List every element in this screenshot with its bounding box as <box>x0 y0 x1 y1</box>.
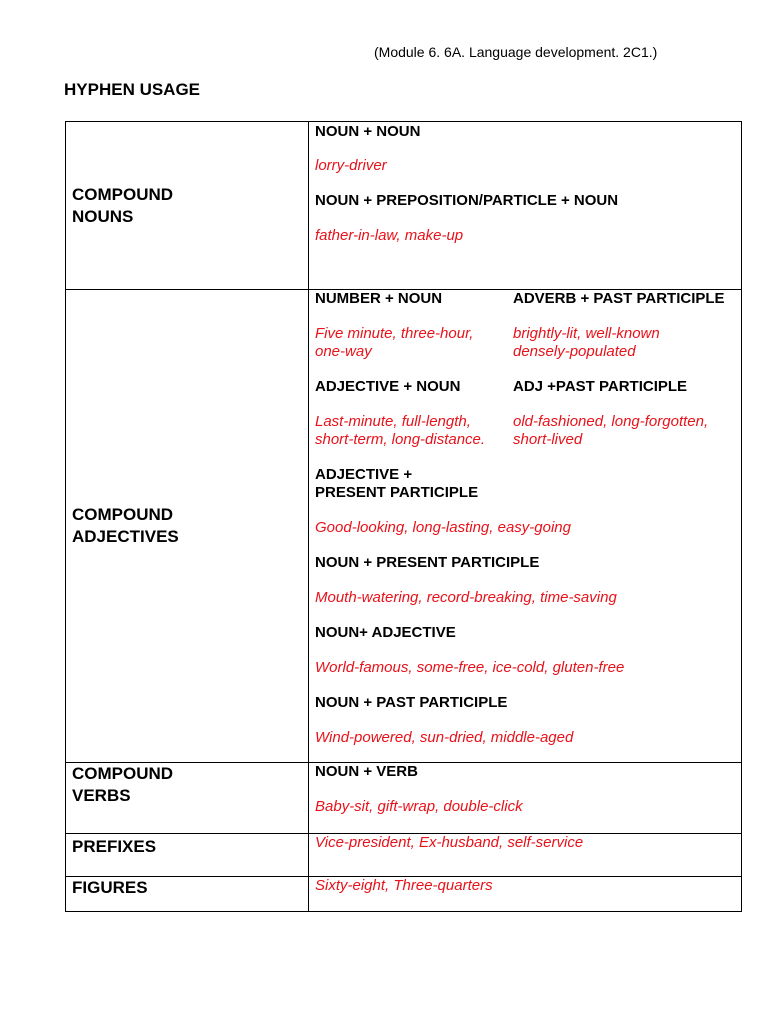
pattern-pair-heading <box>315 290 735 308</box>
example-line: short-lived <box>513 431 583 448</box>
example-line: short-term, long-distance. <box>315 431 486 448</box>
pattern-heading: NOUN + NOUN <box>315 123 421 140</box>
pattern-heading: NOUN+ ADJECTIVE <box>315 624 456 641</box>
example-text: father-in-law, make-up <box>315 227 464 244</box>
pattern-heading: ADJECTIVE + NOUN <box>315 378 461 395</box>
content-figures <box>309 877 742 912</box>
example-text <box>315 325 513 361</box>
example-line: densely-populated <box>513 343 636 360</box>
table-row-compound-adjectives <box>66 290 742 763</box>
table-row-figures <box>66 877 742 912</box>
example-line: Five minute, three-hour, <box>315 325 474 342</box>
content-compound-adjectives <box>309 290 742 763</box>
category-line: VERBS <box>72 786 131 805</box>
pattern-heading: NOUN + VERB <box>315 763 418 780</box>
pattern-pair-examples <box>315 413 735 449</box>
category-compound-adjectives <box>66 290 309 763</box>
example-line: old-fashioned, long-forgotten, <box>513 413 709 430</box>
category-compound-verbs <box>66 763 309 834</box>
example-line: one-way <box>315 343 372 360</box>
pattern-pair-heading <box>315 378 735 396</box>
module-reference: (Module 6. 6A. Language development. 2C1.) <box>374 44 658 60</box>
table-row-compound-verbs <box>66 763 742 834</box>
heading-line: ADJECTIVE + <box>315 466 413 483</box>
pattern-pair-examples <box>315 325 735 361</box>
category-compound-nouns <box>66 122 309 290</box>
example-line: Last-minute, full-length, <box>315 413 471 430</box>
example-text: Good-looking, long-lasting, easy-going <box>315 519 571 536</box>
pattern-heading: NOUN + PAST PARTICIPLE <box>315 694 508 711</box>
pattern-heading <box>315 466 735 502</box>
category-line: COMPOUND <box>72 184 174 204</box>
example-text: Baby-sit, gift-wrap, double-click <box>315 798 523 815</box>
hyphen-usage-table <box>65 121 742 912</box>
pattern-heading: NUMBER + NOUN <box>315 290 443 307</box>
category-line: COMPOUND <box>72 764 174 783</box>
table-row-compound-nouns <box>66 122 742 290</box>
category-figures: FIGURES <box>66 877 309 912</box>
heading-line: PRESENT PARTICIPLE <box>315 484 479 501</box>
example-text: Sixty-eight, Three-quarters <box>315 877 493 894</box>
example-text: Vice-president, Ex-husband, self-service <box>315 834 584 851</box>
example-line: brightly-lit, well-known <box>513 325 660 342</box>
content-prefixes <box>309 834 742 877</box>
example-text: Mouth-watering, record-breaking, time-saving <box>315 589 617 606</box>
example-text: lorry-driver <box>315 157 387 174</box>
category-line: COMPOUND <box>72 505 174 524</box>
pattern-heading: NOUN + PRESENT PARTICIPLE <box>315 554 540 571</box>
table-row-prefixes <box>66 834 742 877</box>
content-compound-verbs <box>309 763 742 834</box>
document-title: HYPHEN USAGE <box>64 80 201 99</box>
example-text: Wind-powered, sun-dried, middle-aged <box>315 729 574 746</box>
example-text: World-famous, some-free, ice-cold, gluten-free <box>315 659 625 676</box>
content-compound-nouns <box>309 122 742 290</box>
example-text <box>513 325 735 361</box>
pattern-heading: NOUN + PREPOSITION/PARTICLE + NOUN <box>315 192 619 209</box>
category-line: ADJECTIVES <box>72 527 179 546</box>
category-prefixes: PREFIXES <box>66 834 309 877</box>
example-text <box>513 413 735 449</box>
example-text <box>315 413 513 449</box>
pattern-heading: ADVERB + PAST PARTICIPLE <box>513 290 725 307</box>
pattern-heading: ADJ +PAST PARTICIPLE <box>513 378 688 395</box>
category-line: NOUNS <box>72 206 134 226</box>
